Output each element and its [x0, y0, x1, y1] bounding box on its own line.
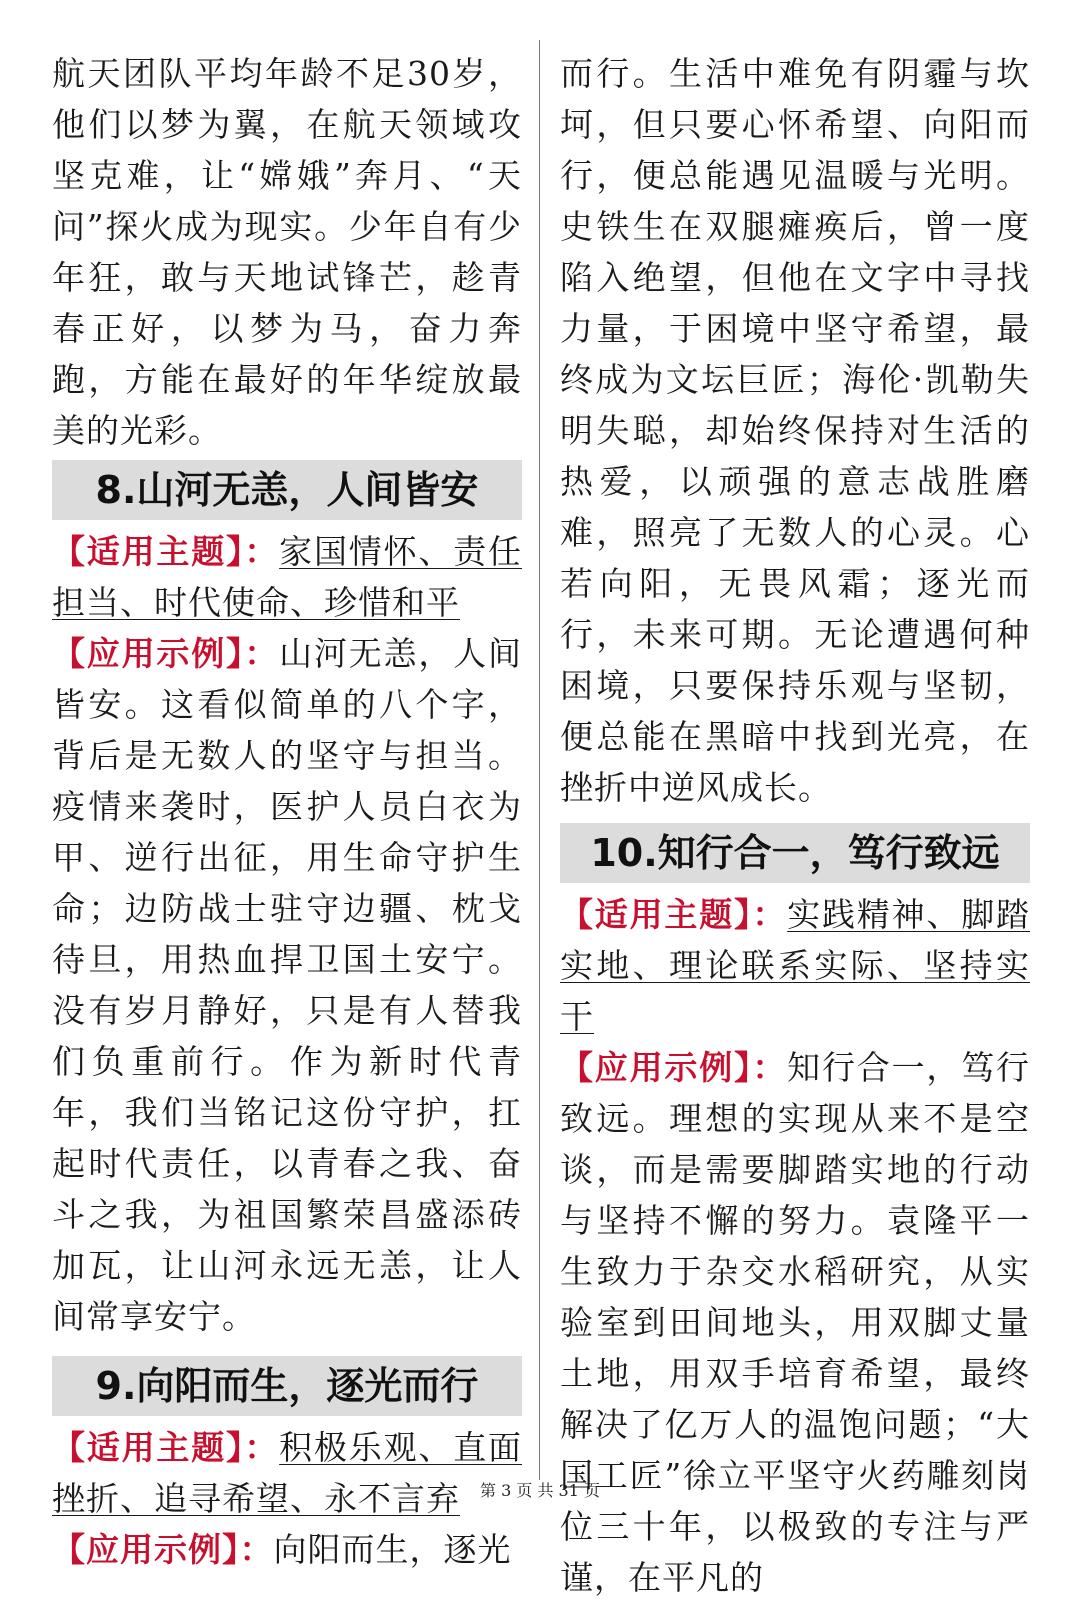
- section-8-heading: 8.山河无恙，人间皆安: [52, 460, 522, 520]
- right-column: [560, 48, 1030, 1603]
- theme-text: 实践精神、脚踏实地、理论联系实际、坚持实干: [560, 895, 1031, 1036]
- section-10-example: [560, 1042, 1030, 1603]
- section-9-heading: 9.向阳而生，逐光而行: [52, 1356, 522, 1416]
- theme-label: 【适用主题】：: [560, 895, 788, 934]
- page-number-footer: 第 3 页 共 31 页: [480, 1481, 600, 1500]
- theme-label: 【适用主题】：: [52, 532, 280, 571]
- section-8-theme: [52, 526, 522, 628]
- theme-text: 积极乐观、直面挫折、追寻希望、永不言弃: [52, 1428, 523, 1518]
- example-text: 知行合一，笃行致远。理想的实现从来不是空谈，而是需要脚踏实地的行动与坚持不懈的努力。袁隆平一生致力于杂交水稻研究，从实验室到田间地头，用双脚丈量土地，用双手培育希望，最终解决了亿万人的温饱问题；“大国工匠”徐立平坚守火药雕刻岗位三十年，以极致的专注与严谨，在平凡的: [560, 1048, 1031, 1597]
- example-text: 向阳而生，逐光: [273, 1530, 512, 1569]
- example-text: 山河无恙，人间皆安。这看似简单的八个字，背后是无数人的坚守与担当。疫情来袭时，医护人员白衣为甲、逆行出征，用生命守护生命；边防战士驻守边疆、枕戈待旦，用热血捍卫国土安宁。没有岁月静好，只是有人替我们负重前行。作为新时代青年，我们当铭记这份守护，扛起时代责任，以青春之我、奋斗之我，为祖国繁荣昌盛添砖加瓦，让山河永远无恙，让人间常享安宁。: [52, 634, 523, 1336]
- example-label: 【应用示例】：: [52, 634, 280, 673]
- section-9-example: [52, 1524, 522, 1575]
- example-label: 【应用示例】：: [560, 1048, 788, 1087]
- left-column: [52, 48, 522, 1575]
- section-8-example: [52, 628, 522, 1342]
- section-10-theme: [560, 889, 1030, 1042]
- section-10-heading: 10.知行合一，笃行致远: [560, 823, 1030, 883]
- example-label: 【应用示例】：: [52, 1530, 274, 1569]
- paragraph-continued: 航天团队平均年龄不足30岁，他们以梦为翼，在航天领域攻坚克难，让“嫦娥”奔月、“天问”探火成为现实。少年自有少年狂，敢与天地试锋芒，趁青春正好，以梦为马，奋力奔跑，方能在最好的年华绽放最美的光彩。: [52, 54, 522, 450]
- paragraph-continued: 而行。生活中难免有阴霾与坎坷，但只要心怀希望、向阳而行，便总能遇见温暖与光明。史铁生在双腿瘫痪后，曾一度陷入绝望，但他在文字中寻找力量，于困境中坚守希望，最终成为文坛巨匠；海伦·凯勒失明失聪，却始终保持对生活的热爱，以顽强的意志战胜磨难，照亮了无数人的心灵。心若向阳，无畏风霜；逐光而行，未来可期。无论遭遇何种困境，只要保持乐观与坚韧，便总能在黑暗中找到光亮，在挫折中逆风成长。: [560, 54, 1030, 807]
- column-divider: [539, 40, 540, 1480]
- theme-label: 【适用主题】：: [52, 1428, 280, 1467]
- theme-text: 家国情怀、责任担当、时代使命、珍惜和平: [52, 532, 523, 622]
- section-9-theme: [52, 1422, 522, 1524]
